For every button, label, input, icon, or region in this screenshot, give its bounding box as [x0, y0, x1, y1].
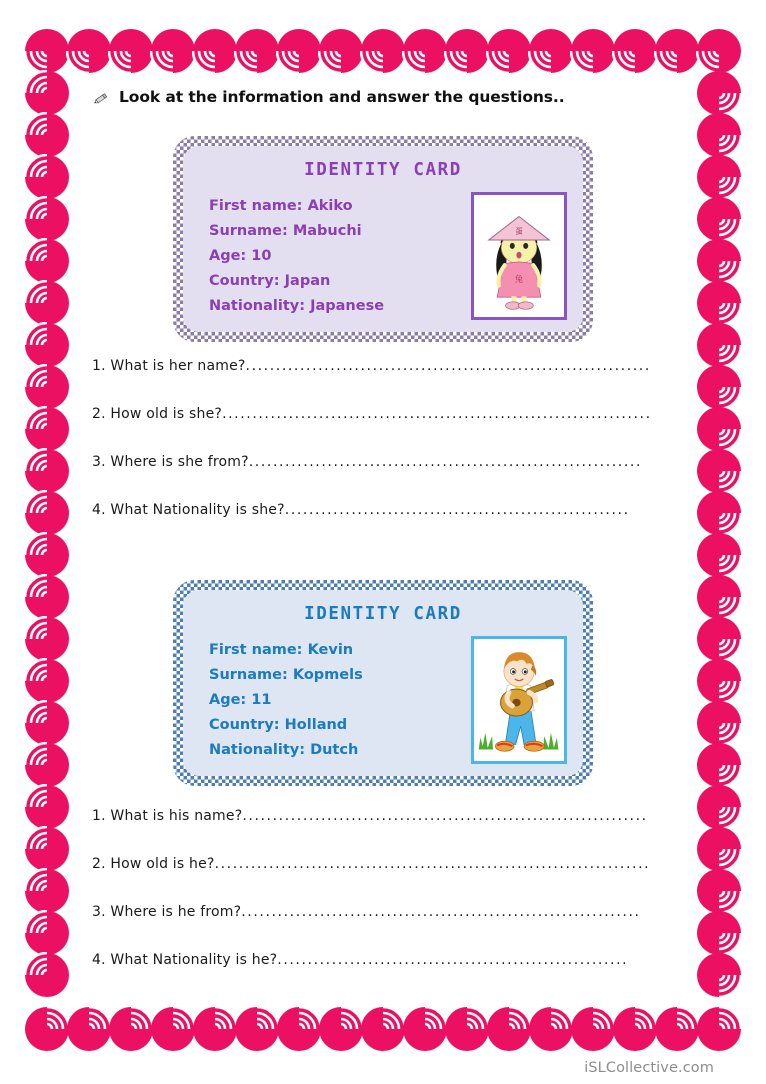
- question-3-label: Where is she from?: [110, 454, 249, 470]
- identity-card-1-body: [183, 192, 583, 320]
- spiral-circle: [360, 28, 406, 74]
- spiral-circle: [696, 448, 742, 494]
- question-7-text: [92, 904, 241, 920]
- question-6-text: [92, 856, 215, 872]
- questions-group-2: [70, 808, 696, 1000]
- spiral-circle: [24, 70, 70, 116]
- svg-text:蛋: 蛋: [515, 226, 523, 236]
- spiral-circle: [696, 1006, 742, 1052]
- question-7-answer-line[interactable]: ..................................................................: [241, 904, 641, 920]
- question-8-answer-line[interactable]: ..........................................................: [277, 952, 629, 968]
- question-row: [92, 358, 690, 406]
- question-1-answer-line[interactable]: ...................................................................: [245, 358, 651, 374]
- islcollective-watermark: iSLCollective.com: [584, 1060, 714, 1076]
- question-5-answer-line[interactable]: ...................................................................: [242, 808, 648, 824]
- field-age-value: 11: [251, 692, 272, 708]
- spiral-circle: [24, 616, 70, 662]
- field-age-label: Age:: [209, 248, 247, 264]
- spiral-circle: [696, 28, 742, 74]
- spiral-circle: [24, 574, 70, 620]
- spiral-circle: [696, 700, 742, 746]
- question-1-text: [92, 358, 246, 374]
- guitar-boy-photo: [471, 636, 567, 764]
- field-nationality-label: Nationality:: [209, 298, 306, 314]
- question-2-number: 2.: [92, 406, 106, 422]
- identity-card-1-fields: [209, 192, 471, 319]
- question-4-answer-line[interactable]: .........................................................: [284, 502, 630, 518]
- field-surname-label: Surname:: [209, 667, 288, 683]
- spiral-circle: [24, 322, 70, 368]
- field-first-name: [209, 638, 471, 663]
- question-row: [92, 502, 690, 550]
- question-8-text: [92, 952, 277, 968]
- spiral-circle: [24, 952, 70, 998]
- question-1-label: What is her name?: [110, 358, 246, 374]
- identity-card-1: [173, 136, 593, 342]
- question-5-number: 1.: [92, 808, 106, 824]
- field-first-name-label: First name:: [209, 642, 303, 658]
- spiral-circle: [24, 364, 70, 410]
- spiral-circle: [192, 28, 238, 74]
- spiral-circle: [696, 784, 742, 830]
- question-5-label: What is his name?: [110, 808, 243, 824]
- field-country-label: Country:: [209, 273, 280, 289]
- spiral-circle: [696, 154, 742, 200]
- pencil-icon: [92, 88, 112, 106]
- spiral-circle: [696, 826, 742, 872]
- spiral-circle: [696, 280, 742, 326]
- field-first-name-value: Akiko: [307, 198, 353, 214]
- field-country: [209, 269, 471, 294]
- spiral-circle: [528, 28, 574, 74]
- spiral-circle: [108, 28, 154, 74]
- spiral-circle: [696, 658, 742, 704]
- identity-card-2-inner: [183, 590, 583, 776]
- field-first-name: [209, 194, 471, 219]
- spiral-circle: [444, 28, 490, 74]
- field-first-name-value: Kevin: [307, 642, 354, 658]
- worksheet-content: [70, 70, 696, 1020]
- question-3-answer-line[interactable]: .................................................................: [248, 454, 643, 470]
- spiral-circle: [612, 28, 658, 74]
- field-surname: [209, 219, 471, 244]
- svg-text:兔: 兔: [514, 275, 524, 285]
- field-age-label: Age:: [209, 692, 247, 708]
- spiral-circle: [24, 406, 70, 452]
- field-age: [209, 244, 471, 269]
- spiral-circle: [24, 238, 70, 284]
- spiral-circle: [696, 742, 742, 788]
- question-6-answer-line[interactable]: ........................................................................: [214, 856, 651, 872]
- field-surname-value: Kopmels: [292, 667, 363, 683]
- spiral-circle: [24, 532, 70, 578]
- question-2-text: [92, 406, 222, 422]
- field-nationality-value: Japanese: [310, 298, 385, 314]
- field-surname: [209, 663, 471, 688]
- question-7-label: Where is he from?: [110, 904, 242, 920]
- instruction-text: Look at the information and answer the questions..: [119, 88, 565, 106]
- japanese-girl-photo: [471, 192, 567, 320]
- question-5-text: [92, 808, 242, 824]
- spiral-circle: [402, 28, 448, 74]
- question-row: [92, 904, 690, 952]
- spiral-circle: [696, 364, 742, 410]
- spiral-circle: [696, 868, 742, 914]
- question-row: [92, 808, 690, 856]
- field-country: [209, 713, 471, 738]
- spiral-circle: [66, 28, 112, 74]
- field-country-label: Country:: [209, 717, 280, 733]
- question-2-answer-line[interactable]: .......................................................................: [222, 406, 652, 422]
- field-nationality: [209, 738, 471, 763]
- question-row: [92, 856, 690, 904]
- spiral-circle: [24, 112, 70, 158]
- question-row: [92, 406, 690, 454]
- spiral-circle: [696, 490, 742, 536]
- spiral-circle: [696, 952, 742, 998]
- spiral-circle: [24, 448, 70, 494]
- spiral-circle: [24, 196, 70, 242]
- identity-card-2-body: [183, 636, 583, 764]
- spiral-circle: [24, 784, 70, 830]
- field-nationality-label: Nationality:: [209, 742, 306, 758]
- question-7-number: 3.: [92, 904, 106, 920]
- identity-card-1-inner: [183, 146, 583, 332]
- spiral-circle: [24, 1006, 70, 1052]
- spiral-circle: [696, 196, 742, 242]
- spiral-circle: [24, 742, 70, 788]
- field-surname-label: Surname:: [209, 223, 288, 239]
- field-nationality: [209, 294, 471, 319]
- question-row: [92, 952, 690, 1000]
- questions-group-1: [70, 358, 696, 550]
- field-surname-value: Mabuchi: [292, 223, 362, 239]
- spiral-circle: [696, 322, 742, 368]
- spiral-circle: [696, 406, 742, 452]
- spiral-circle: [24, 658, 70, 704]
- field-first-name-label: First name:: [209, 198, 303, 214]
- spiral-circle: [696, 238, 742, 284]
- question-1-number: 1.: [92, 358, 106, 374]
- spiral-circle: [696, 910, 742, 956]
- identity-card-2: [173, 580, 593, 786]
- spiral-circle: [24, 280, 70, 326]
- spiral-circle: [24, 826, 70, 872]
- spiral-circle: [24, 490, 70, 536]
- question-row: [92, 454, 690, 502]
- question-2-label: How old is she?: [110, 406, 223, 422]
- spiral-circle: [318, 28, 364, 74]
- question-4-number: 4.: [92, 502, 106, 518]
- spiral-circle: [696, 112, 742, 158]
- instruction-row: [92, 84, 696, 110]
- question-3-text: [92, 454, 249, 470]
- spiral-circle: [24, 700, 70, 746]
- question-8-number: 4.: [92, 952, 106, 968]
- question-4-label: What Nationality is she?: [110, 502, 285, 518]
- question-6-number: 2.: [92, 856, 106, 872]
- question-6-label: How old is he?: [110, 856, 215, 872]
- question-4-text: [92, 502, 285, 518]
- field-age-value: 10: [251, 248, 272, 264]
- field-nationality-value: Dutch: [310, 742, 359, 758]
- field-country-value: Holland: [284, 717, 348, 733]
- spiral-circle: [696, 574, 742, 620]
- question-8-label: What Nationality is he?: [110, 952, 278, 968]
- spiral-circle: [696, 70, 742, 116]
- spiral-circle: [696, 616, 742, 662]
- question-3-number: 3.: [92, 454, 106, 470]
- spiral-circle: [24, 28, 70, 74]
- spiral-circle: [150, 28, 196, 74]
- spiral-circle: [486, 28, 532, 74]
- identity-card-2-title: IDENTITY CARD: [304, 604, 462, 624]
- spiral-circle: [24, 910, 70, 956]
- identity-card-2-fields: [209, 636, 471, 763]
- identity-card-1-title: IDENTITY CARD: [304, 160, 462, 180]
- spiral-circle: [570, 28, 616, 74]
- spiral-circle: [276, 28, 322, 74]
- spiral-circle: [654, 28, 700, 74]
- spiral-circle: [234, 28, 280, 74]
- spiral-circle: [24, 868, 70, 914]
- field-country-value: Japan: [284, 273, 331, 289]
- spiral-circle: [24, 154, 70, 200]
- field-age: [209, 688, 471, 713]
- spiral-circle: [696, 532, 742, 578]
